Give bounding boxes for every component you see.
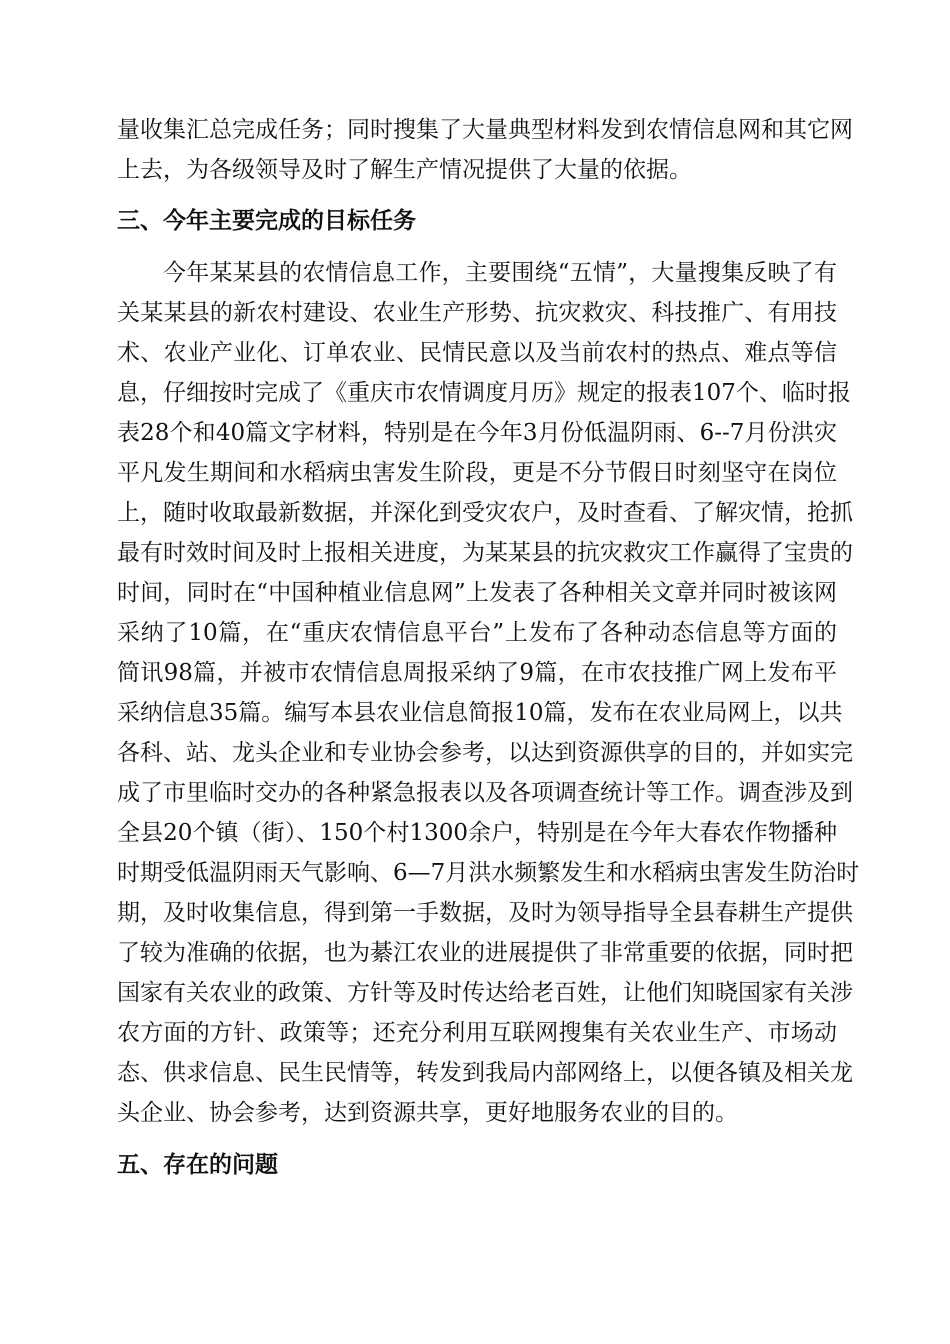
paragraph-line: 头企业、协会参考，达到资源共享，更好地服务农业的目的。 xyxy=(117,1100,738,1126)
paragraph-line: 采纳了10篇，在“重庆农情信息平台”上发布了各种动态信息等方面的 xyxy=(117,620,837,646)
paragraph-line: 表28个和40篇文字材料，特别是在今年3月份低温阴雨、6--7月份洪灾 xyxy=(117,420,837,446)
paragraph-line: 全县20个镇（街）、150个村1300余户，特别是在今年大春农作物播种 xyxy=(117,820,837,846)
paragraph-line: 今年某某县的农情信息工作，主要围绕“五情”，大量搜集反映了有 xyxy=(163,260,837,286)
paragraph-line: 期，及时收集信息，得到第一手数据，及时为领导指导全县春耕生产提供 xyxy=(117,900,853,926)
paragraph-line: 采纳信息35篇。编写本县农业信息简报10篇，发布在农业局网上，以共 xyxy=(117,700,843,726)
paragraph-line: 息，仔细按时完成了《重庆市农情调度月历》规定的报表107个、临时报 xyxy=(117,380,851,406)
paragraph-line: 简讯98篇，并被市农情信息周报采纳了9篇，在市农技推广网上发布平 xyxy=(117,660,837,686)
paragraph-line: 时期受低温阴雨天气影响、6—7月洪水频繁发生和水稻病虫害发生防治时 xyxy=(117,860,860,886)
paragraph-line: 各科、站、龙头企业和专业协会参考，以达到资源供享的目的，并如实完 xyxy=(117,740,853,766)
paragraph-line: 术、农业产业化、订单农业、民情民意以及当前农村的热点、难点等信 xyxy=(117,340,837,366)
paragraph-line: 了较为准确的依据，也为綦江农业的进展提供了非常重要的依据，同时把 xyxy=(117,940,853,966)
paragraph-line: 态、供求信息、民生民情等，转发到我局内部网络上，以便各镇及相关龙 xyxy=(117,1060,853,1086)
section-heading: 三、今年主要完成的目标任务 xyxy=(117,208,416,234)
paragraph-line: 量收集汇总完成任务；同时搜集了大量典型材料发到农情信息网和其它网 xyxy=(117,117,853,143)
paragraph-line: 成了市里临时交办的各种紧急报表以及各项调查统计等工作。调查涉及到 xyxy=(117,780,853,806)
paragraph-line: 上，随时收取最新数据，并深化到受灾农户，及时查看、了解灾情，抢抓 xyxy=(117,500,853,526)
paragraph-line: 国家有关农业的政策、方针等及时传达给老百姓，让他们知晓国家有关涉 xyxy=(117,980,853,1006)
paragraph-line: 时间，同时在“中国种植业信息网”上发表了各种相关文章并同时被该网 xyxy=(117,580,837,606)
paragraph-line: 最有时效时间及时上报相关进度，为某某县的抗灾救灾工作赢得了宝贵的 xyxy=(117,540,853,566)
section-heading: 五、存在的问题 xyxy=(117,1152,278,1178)
paragraph-line: 平凡发生期间和水稻病虫害发生阶段，更是不分节假日时刻坚守在岗位 xyxy=(117,460,837,486)
paragraph-line: 关某某县的新农村建设、农业生产形势、抗灾救灾、科技推广、有用技 xyxy=(117,300,837,326)
paragraph-line: 农方面的方针、政策等；还充分利用互联网搜集有关农业生产、市场动 xyxy=(117,1020,837,1046)
paragraph-line: 上去，为各级领导及时了解生产情况提供了大量的依据。 xyxy=(117,157,692,183)
